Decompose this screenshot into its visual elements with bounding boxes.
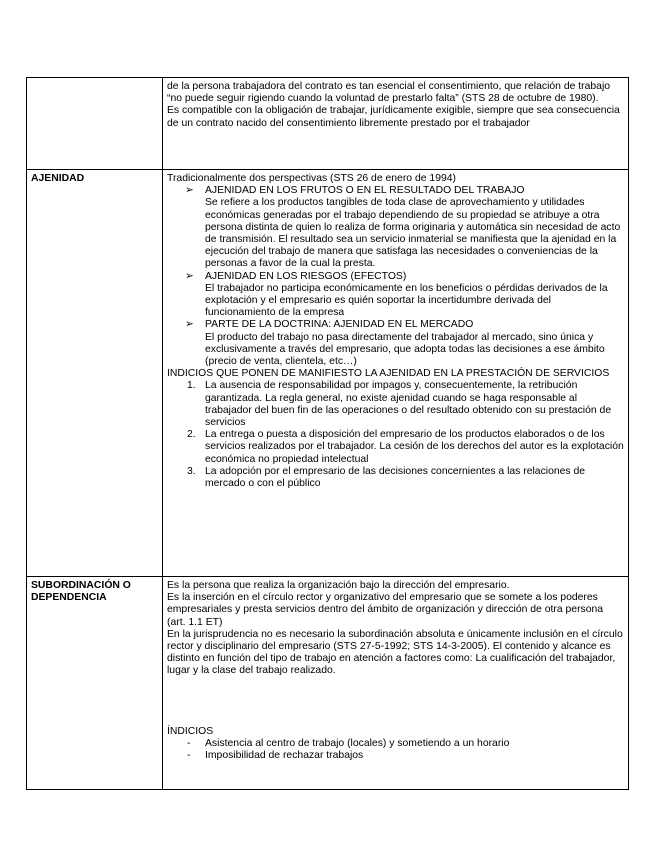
- perspective-text: Se refiere a los productos tangibles de toda clase de aprovechamiento y utilidades económicas generadas por el trabajo dependiendo de su propiedad se atribuye a otra persona distinta de quien lo realiza de forma originaria y automática sin necesidad de acto de transmisión. El resultado sea un servicio inmaterial se manifiesta que la ajenidad en la ejecución del trabajo de manera que satisfaga las necesidades o conveniencias de la personas a favor de la cual la presta.: [205, 197, 621, 270]
- list-number: 2.: [187, 429, 196, 441]
- paragraph: Es compatible con la obligación de trabajar, jurídicamente exigible, siempre que sea consecuencia de un contrato nacido del consentimiento libremente prestado por el trabajador: [167, 105, 620, 129]
- dash-bullet: -: [187, 750, 191, 762]
- table-row: [27, 78, 629, 170]
- perspective-title: [167, 319, 624, 331]
- perspective-title: [167, 185, 624, 197]
- list-number: 1.: [187, 380, 196, 392]
- row-content-subordinacion: [163, 577, 629, 790]
- list-item: [167, 429, 624, 466]
- row-label-subordinacion: SUBORDINACIÓN O DEPENDENCIA: [27, 577, 163, 790]
- list-item-text: La ausencia de responsabilidad por impagos y, consecuentemente, la retribución garantizada. La regla general, no existe ajenidad cuando se haga responsable al trabajador del buen fin de las operaciones o del resultado obtenido con su prestación de servicios: [205, 380, 612, 429]
- list-item: [167, 738, 624, 750]
- paragraph: de la persona trabajadora del contrato es tan esencial el consentimiento, que relación de trabajo “no puede seguir rigiendo cuando la voluntad de prestarlo falta” (STS 28 de octubre de 1980).: [167, 81, 611, 105]
- intro-text: Tradicionalmente dos perspectivas (STS 26 de enero de 1994): [167, 173, 456, 184]
- perspective-text: El producto del trabajo no pasa directamente del trabajador al mercado, sino única y exclusivamente a través del empresario, que adopta todas las decisiones a ese ámbito (precio de venta, clientela, etc…): [205, 331, 605, 368]
- perspective-title-text: PARTE DE LA DOCTRINA: AJENIDAD EN EL MERCADO: [205, 319, 474, 331]
- list-item-text: La adopción por el empresario de las decisiones concernientes a las relaciones de mercado o con el público: [205, 465, 586, 490]
- perspective-text: El trabajador no participa económicamente en los beneficios o pérdidas derivados de la explotación y el empresario es quién soportar la incertidumbre derivada del funcionamiento de la empresa: [205, 282, 608, 319]
- list-item: [167, 466, 624, 490]
- indicios-title: INDICIOS QUE PONEN DE MANIFIESTO LA AJENIDAD EN LA PRESTACIÓN DE SERVICIOS: [167, 368, 610, 380]
- row-label-ajenidad: AJENIDAD: [27, 170, 163, 577]
- row-content: [163, 78, 629, 170]
- paragraph: Es la persona que realiza la organización bajo la dirección del empresario.: [167, 580, 510, 591]
- table-row: [27, 577, 629, 790]
- list-item-text: Imposibilidad de rechazar trabajos: [205, 750, 364, 762]
- perspective-title-text: AJENIDAD EN LOS RIESGOS (EFECTOS): [205, 270, 407, 282]
- perspective-title-text: AJENIDAD EN LOS FRUTOS O EN EL RESULTADO DEL TRABAJO: [205, 185, 525, 197]
- perspective-title: [167, 271, 624, 283]
- indicios-title: ÍNDICIOS: [167, 725, 214, 737]
- list-item: [167, 380, 624, 429]
- list-item-text: La entrega o puesta a disposición del empresario de los productos elaborados o de los servicios realizados por el trabajador. La cesión de los derechos del autor es la explotación económica no propiedad intelectual: [205, 429, 624, 465]
- arrow-bullet-icon: ➢: [185, 270, 194, 282]
- table-row: [27, 170, 629, 577]
- arrow-bullet-icon: ➢: [185, 319, 194, 331]
- paragraph: Es la inserción en el círculo rector y organizativo del empresario que se somete a los poderes empresariales y presta servicios dentro del ámbito de organización y dirección de otra persona (art. 1.1 ET): [167, 592, 604, 628]
- row-content-ajenidad: [163, 170, 629, 577]
- document-table: [26, 77, 629, 790]
- list-number: 3.: [187, 465, 196, 477]
- paragraph: En la jurisprudencia no es necesario la subordinación absoluta e únicamente inclusión en el círculo rector y disciplinario del empresario (STS 27-5-1992; STS 14-3-2005). El contenido y alcance es distinto en función del tipo de trabajo en atención a factores como: La cualificación del trabajador, lugar y la clase del trabajo realizado.: [167, 628, 623, 677]
- row-label: [27, 78, 163, 170]
- dash-bullet: -: [187, 737, 191, 749]
- list-item-text: Asistencia al centro de trabajo (locales) y sometiendo a un horario: [205, 737, 510, 749]
- list-item: [167, 750, 624, 762]
- arrow-bullet-icon: ➢: [185, 185, 194, 197]
